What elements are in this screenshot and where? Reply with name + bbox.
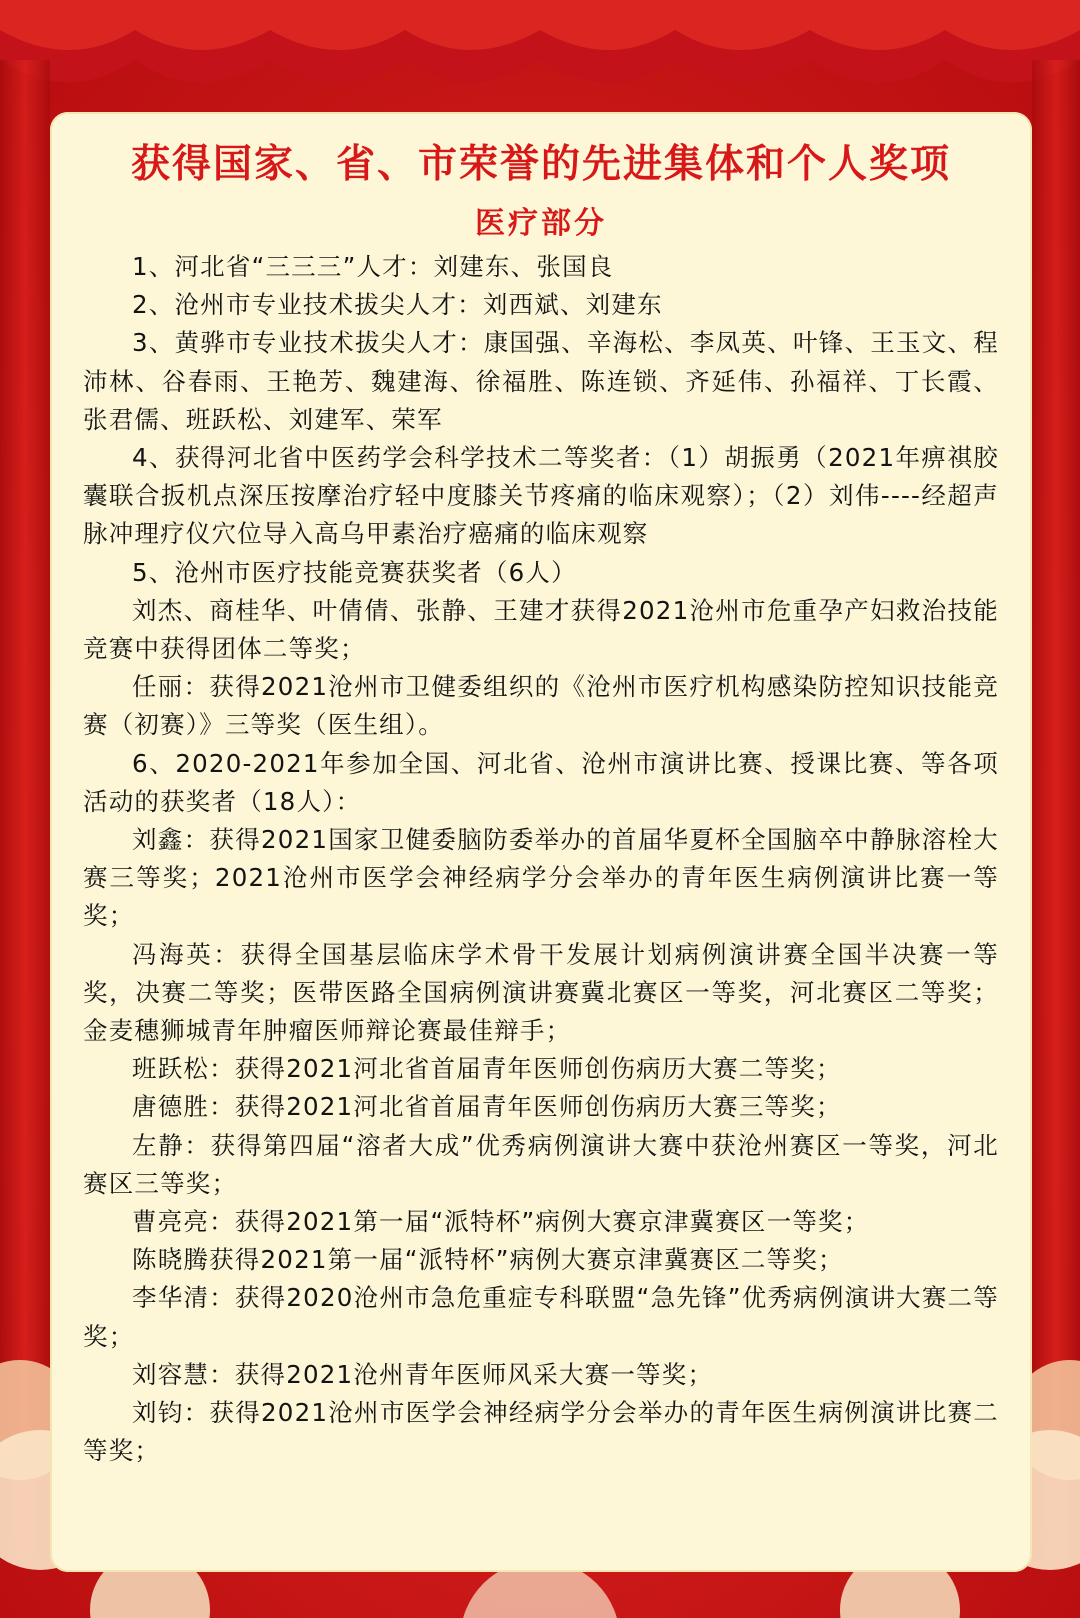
paragraph: 陈晓腾获得2021第一届“派特杯”病例大赛京津冀赛区二等奖； [132,1245,844,1275]
content-panel [50,112,1032,1572]
body-text [83,248,999,1471]
paragraph: 冯海英：获得全国基层临床学术骨干发展计划病例演讲赛全国半决赛一等奖，决赛二等奖；医带医路全国病例演讲赛冀北赛区一等奖，河北赛区二等奖；金麦穗狮城青年肿瘤医师辩论赛最佳辩手； [83,939,999,1046]
paragraph: 任丽：获得2021沧州市卫健委组织的《沧州市医疗机构感染防控知识技能竞赛（初赛）》三等奖（医生组）。 [83,672,999,740]
paragraph: 唐德胜：获得2021河北省首届青年医师创伤病历大赛三等奖； [132,1092,842,1122]
paragraph: 2、沧州市专业技术拔尖人才：刘西斌、刘建东 [132,290,663,320]
curtain-side-left [0,60,50,1560]
paragraph: 6、2020-2021年参加全国、河北省、沧州市演讲比赛、授课比赛、等各项活动的获奖者（18人）： [83,748,999,816]
paragraph: 4、获得河北省中医药学会科学技术二等奖者：（1）胡振勇（2021年痹祺胶囊联合扳机点深压按摩治疗轻中度膝关节疼痛的临床观察）；（2）刘伟----经超声脉冲理疗仪穴位导入高乌甲素治疗癌痛的临床观察 [83,443,999,549]
paragraph: 左静：获得第四届“溶者大成”优秀病例演讲大赛中获沧州赛区一等奖，河北赛区三等奖； [83,1130,999,1198]
paragraph: 5、沧州市医疗技能竞赛获奖者（6人） [132,557,577,587]
paragraph: 1、河北省“三三三”人才：刘建东、张国良 [132,252,614,281]
paragraph: 刘杰、商桂华、叶倩倩、张静、王建才获得2021沧州市危重孕产妇救治技能竞赛中获得团体二等奖； [83,595,999,664]
paragraph: 曹亮亮：获得2021第一届“派特杯”病例大赛京津冀赛区一等奖； [132,1207,870,1237]
curtain-side-right [1032,60,1080,1560]
paragraph: 刘钧：获得2021沧州市医学会神经病学分会举办的青年医生病例演讲比赛二等奖； [83,1398,999,1466]
paragraph: 刘容慧：获得2021沧州青年医师风采大赛一等奖； [132,1359,714,1389]
paragraph: 班跃松：获得2021河北省首届青年医师创伤病历大赛二等奖； [132,1054,842,1084]
paragraph: 3、黄骅市专业技术拔尖人才：康国强、辛海松、李凤英、叶锋、王玉文、程沛林、谷春雨、王艳芳、魏建海、徐福胜、陈连锁、齐延伟、孙福祥、丁长霞、张君儒、班跃松、刘建军、荣军 [83,328,999,434]
paragraph: 刘鑫：获得2021国家卫健委脑防委举办的首届华夏杯全国脑卒中静脉溶栓大赛三等奖；2021沧州市医学会神经病学分会举办的青年医生病例演讲比赛一等奖； [83,825,999,931]
paragraph: 李华清：获得2020沧州市急危重症专科联盟“急先锋”优秀病例演讲大赛二等奖； [83,1283,999,1351]
page-title: 获得国家、省、市荣誉的先进集体和个人奖项 [130,142,951,187]
section-subtitle: 医疗部分 [475,206,607,241]
